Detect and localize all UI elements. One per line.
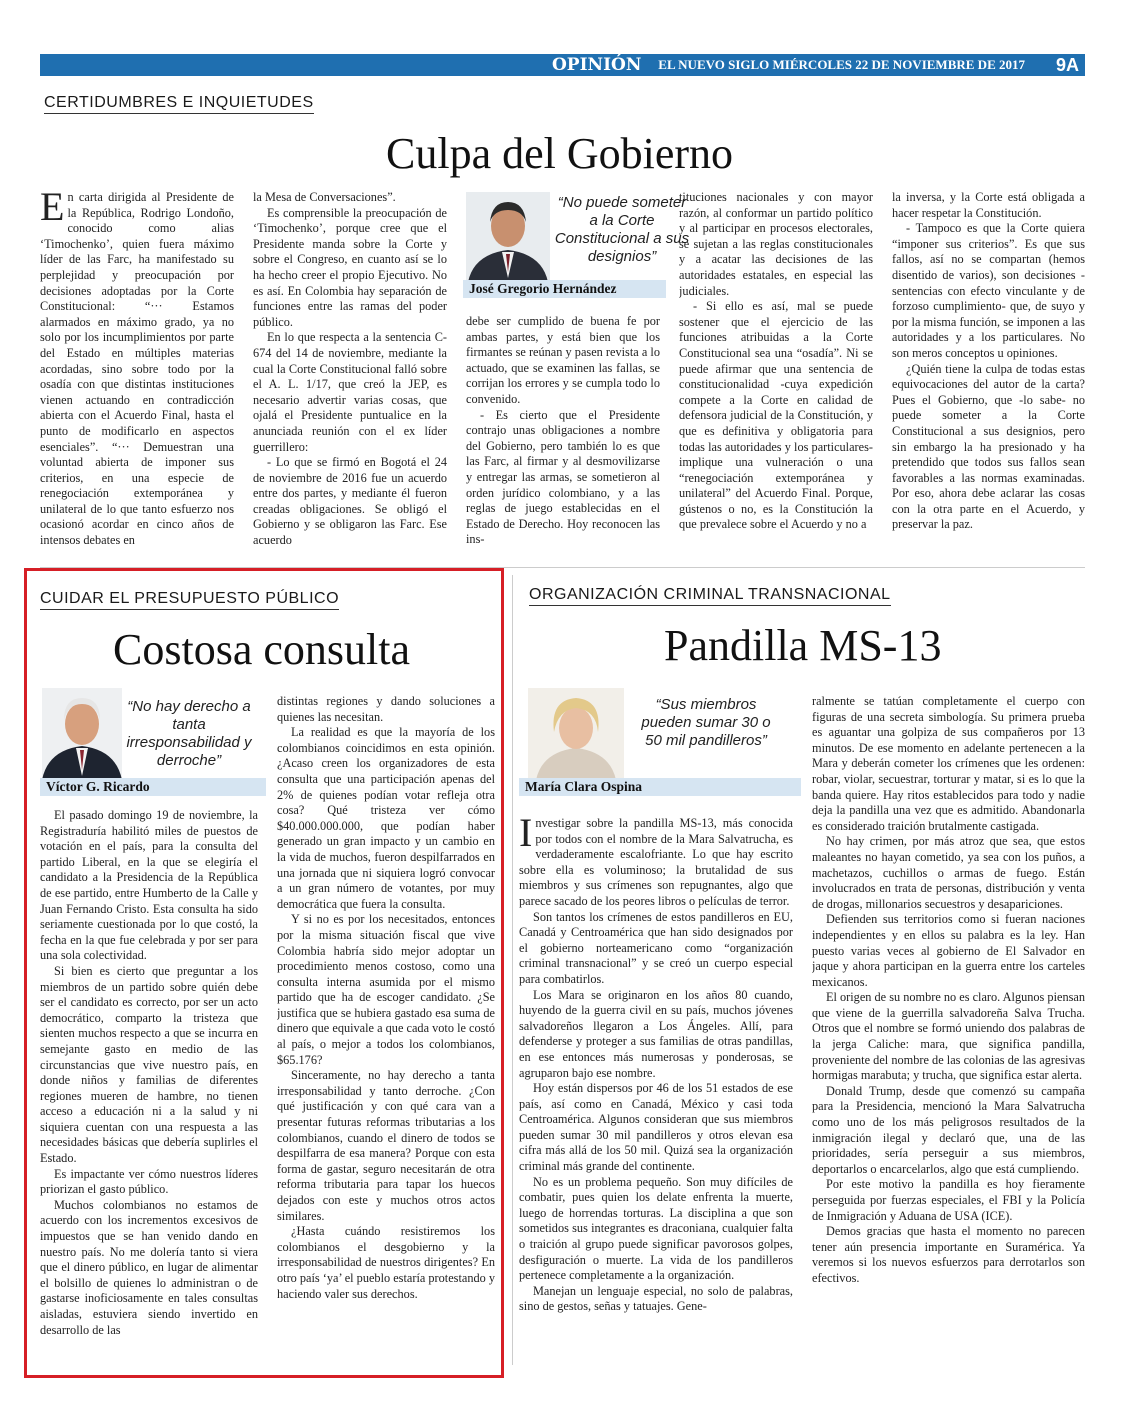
article1-paragraph: la Mesa de Conversaciones”. <box>253 190 396 204</box>
article1-paragraph: ¿Quién tiene la culpa de todas estas equivocaciones del autor de la carta? Pues el Gobierno, que -lo sabe- no puede someter a la Corte Constitucional a sus designios, pero sin embargo la ha presionado y ha pretendido que todos sus fallos sean favorables a las normas examinadas. Por eso, ahora debe aclarar las cosas con la otra parte en el Acuerdo, y preservar la paz. <box>892 361 1085 532</box>
author-name: Víctor G. Ricardo <box>40 778 266 796</box>
article2-headline: Costosa consulta <box>113 625 410 674</box>
article3-paragraph: No es un problema pequeño. Son muy difíciles de combatir, pues quien los delate enfrenta la muerte, luego de horrendas torturas. La disciplina a que son sometidos sus integrantes es draconiana, cualquier falta o traición al grupo puede significar pavorosos golpes, desfiguración o muerte. La vida de los pandilleros pertenece completamente a la organización. <box>519 1174 793 1283</box>
author-portrait-icon <box>528 688 624 780</box>
article2-kicker: CUIDAR EL PRESUPUESTO PÚBLICO <box>40 590 339 610</box>
author-portrait-icon <box>466 192 550 282</box>
article3-paragraph: Defienden sus territorios como si fueran naciones independientes y en ellos su palabra es la ley. Han puesto varias veces al gobierno de El Salvador en jaque y ahora participan en la guerra entre los carteles mexicanos. <box>812 912 1085 989</box>
edition-date: EL NUEVO SIGLO MIÉRCOLES 22 DE NOVIEMBRE DE 2017 <box>658 57 1025 72</box>
article2-paragraph: Sinceramente, no hay derecho a tanta irresponsabilidad y tanto derroche. ¿Con qué justificación y con qué cara van a presentar futuras reformas tributarias a los colombianos, cuando el dinero de todos se despilfarra de esa manera? Porque con esta forma de gastar, seguro necesitarán de otra reforma tributaria para tapar los huecos dejados con este y muchos otros actos similares. <box>277 1068 495 1223</box>
pull-quote: “No puede someter a la Corte Constitucional a sus designios” <box>554 194 690 265</box>
article2-column-2 <box>277 694 495 1354</box>
section-header-bar <box>40 54 1085 76</box>
article3-paragraph: Los Mara se originaron en los años 80 cuando, huyendo de la guerra civil en su país, muchos jóvenes salvadoreños llegaron a Los Ángeles. Allí, para defenderse y proteger a sus familias de otras pandillas, en ese entonces más numerosas y ponderosas, se agruparon bajo ese nombre. <box>519 987 793 1080</box>
article1-column-4 <box>679 190 873 550</box>
article2-column-1 <box>40 808 258 1353</box>
article1-kicker: CERTIDUMBRES E INQUIETUDES <box>44 94 314 114</box>
article1-paragraph: la inversa, y la Corte está obligada a hacer respetar la Constitución. <box>892 190 1085 220</box>
pull-quote: “No hay derecho a tanta irresponsabilidad y derroche” <box>126 698 252 769</box>
author-photo <box>42 688 122 780</box>
article3-text: nvestigar sobre la pandilla MS-13, más conocida por todos con el nombre de la Mara Salvatrucha, es verdaderamente escalofriante. Lo que hay escrito sobre ella es voluminoso; la brutalidad de sus miembros y sus crímenes son repugnantes, algo que parece sacado de los peores libros o películas de terror. <box>519 816 793 908</box>
dropcap: E <box>40 190 65 229</box>
article1-paragraph: - Lo que se firmó en Bogotá el 24 de noviembre de 2016 fue un acuerdo entre dos partes, y mediante él fueron creadas obligaciones. Se obligó el Gobierno y se obligaron las Farc. Ese acuerdo <box>253 455 447 548</box>
pull-quote: “Sus miembros pueden sumar 30 o 50 mil pandilleros” <box>641 696 771 749</box>
article3-headline: Pandilla MS-13 <box>664 621 942 670</box>
article1-paragraph: - Si ello es así, mal se puede sostener que el ejercicio de las funciones atribuidas a la Corte Constitucional sea una “osadía”. Ni se puede afirmar que una sentencia de constitucionalidad -cuya expedición compete a la Corte en calidad de defensora judicial de la Constitución, y que es definitiva y obligatoria para todas las autoridades y los particulares- implique una vulneración o una “renegociación extemporánea y unilateral” del Acuerdo Final. Porque, gústenos o no, es la Constitución la que prevalece sobre el Acuerdo y no a <box>679 299 873 532</box>
column-divider <box>512 575 513 1365</box>
article3-column-2 <box>812 694 1085 1354</box>
article2-paragraph: Muchos colombianos no estamos de acuerdo con los incrementos excesivos de impuestos que se han venido dando en nuestro país. No me dolería tanto si viera que el dinero público, en lugar de alimentar el bolsillo de quienes lo administran o de gastarse inoficiosamente en tales consultas aisladas, estuviera siendo invertido en desarrollo de las <box>40 1197 258 1337</box>
article3-paragraph: Hoy están dispersos por 46 de los 51 estados de ese país, así como en Canadá, México y casi toda Centroamérica. Algunos consideran que sus miembros pueden sumar 30 mil pandilleros y otros elevan esa cifra más allá de los 50 mil. Quizá sea la organización criminal más grande del continente. <box>519 1081 793 1174</box>
article3-paragraph: Demos gracias que hasta el momento no parecen tener aún presencia importante en Suramérica. Ya veremos si los nuevos esfuerzos para derrotarlos son efectivos. <box>812 1224 1085 1285</box>
article3-paragraph: El origen de su nombre no es claro. Algunos piensan que viene de la guerrilla salvadoreña Salva Trucha. Otros que el nombre se formó uniendo dos palabras de la jerga Caliche: mara, que significa pandilla, proveniente del nombre de las colonias de las agresivas hormigas marabuta; y trucha, que significa estar alerta. <box>812 990 1085 1083</box>
page-number: 9A <box>1055 55 1079 75</box>
article3-paragraph: Manejan un lenguaje especial, no solo de palabras, sino de gestos, señas y tatuajes. Gene- <box>519 1283 793 1314</box>
article3-paragraph: Por este motivo la pandilla es hoy fieramente perseguida por fuerzas especiales, el FBI y la Policía de Inmigración y Aduana de USA (ICE). <box>812 1177 1085 1223</box>
article2-paragraph: distintas regiones y dando soluciones a quienes las necesitan. <box>277 694 495 724</box>
article2-paragraph: Si bien es cierto que preguntar a los miembros de un partido sobre quién debe ser el candidato es correcto, por ser un acto democrático, comparto la tristeza que sienten muchos respecto a que se incurra en semejante gasto en medio de las circunstancias que vive nuestro país, en donde niños y familias de diferentes regiones mueren de hambre, no tienen acceso a educación ni a la salud y ni siquiera cuentan con una respuesta a las necesidades básicas que debería suplirles el Estado. <box>40 963 258 1166</box>
article2-paragraph: ¿Hasta cuándo resistiremos los colombianos el desgobierno y la irresponsabilidad de nuestros dirigentes? En otro país ‘ya’ el pueblo estaría protestando y haciendo valer sus derechos. <box>277 1224 495 1301</box>
article2-paragraph: El pasado domingo 19 de noviembre, la Registraduría habilitó miles de puestos de votación en el país, para la consulta del partido Liberal, en la que se elegiría el candidato a la Presidencia de la República de ese partido, entre Humberto de la Calle y Juan Fernando Cristo. Esta consulta ha sido seriamente cuestionada por lo que costó, la fecha en la que fue celebrada y por ser para una sola colectividad. <box>40 808 258 963</box>
author-photo <box>466 192 550 282</box>
article1-paragraph: Es comprensible la preocupación de ‘Timochenko’, porque cree que el Presidente manda sobre la Corte y sobre el Congreso, en cuanto así se lo ha hecho creer el propio Ejecutivo. No es así. En Colombia hay separación de funciones entre las ramas del poder público. <box>253 205 447 329</box>
article1-headline: Culpa del Gobierno <box>386 129 734 178</box>
article1-column-3 <box>466 314 660 550</box>
article1-paragraph: debe ser cumplido de buena fe por ambas partes, y está bien que los firmantes se reúnan y pasen revista a lo actuado, que se examinen las fallas, se corrijan los errores y se cumpla todo lo convenido. <box>466 314 660 406</box>
article1-text: n carta dirigida al Presidente de la República, Rodrigo Londoño, conocido como alias ‘Timochenko’, quien fuera máximo líder de las Farc, ha manifestado su perplejidad y preocupación por decisiones adoptadas por la Corte Constitucional: “··· Estamos alarmados en máximo grado, ya no solo por los incumplimientos por parte del Estado en múltiples materias acordadas, sino sobre todo por la osadía con que distintas instituciones vienen actuando en contradicción abierta con el Acuerdo Final, hasta el punto de modificarlo en aspectos esenciales”. “··· Demuestran una voluntad abierta de imponer sus criterios, en una especie de renegociación extemporánea y unilateral de lo que tanto esfuerzo nos ocasionó acordar en cinco años de intensos debates en <box>40 190 234 548</box>
author-photo <box>528 688 624 780</box>
article3-paragraph: Son tantos los crímenes de estos pandilleros en EU, Canadá y Centroamérica que han sido designados por el gobierno norteamericano como “organización criminal transnacional” y se creó un cuerpo especial para combatirlos. <box>519 909 793 986</box>
article1-column-5 <box>892 190 1085 550</box>
article1-column-1 <box>40 190 234 550</box>
dropcap: I <box>519 816 533 855</box>
article3-kicker: ORGANIZACIÓN CRIMINAL TRANSNACIONAL <box>529 586 891 606</box>
article1-column-2 <box>253 190 447 550</box>
article1-paragraph: En lo que respecta a la sentencia C-674 del 14 de noviembre, mediante la cual la Corte Constitucional falló sobre el A. L. 1/17, que creó la JEP, es necesario advertir varias cosas, que ojalá el Presidente puntualice en la anunciada reunión con el ex líder guerrillero: <box>253 330 447 454</box>
article2-paragraph: Y si no es por los necesitados, entonces por la misma situación fiscal que vive Colombia habría sido mejor adoptar un procedimiento menos costoso, como una consulta interna asumida por el mismo partido que ha de escoger candidato. ¿Se justifica que se hubiera gastado esa suma de dinero que equivale a que cada voto le costó al país, o mejor a todos los colombianos, $65.176? <box>277 912 495 1067</box>
article3-paragraph: No hay crimen, por más atroz que sea, que estos maleantes no hayan cometido, ya sea con los puños, a machetazos, cuchillos o armas de fuego. Están involucrados en trata de personas, distribución y venta de drogas, millonarios secuestros y desapariciones. <box>812 834 1085 911</box>
article3-paragraph: Donald Trump, desde que comenzó su campaña para la Presidencia, mencionó la Mara Salvatrucha como uno de los más peligrosos resultados de la inmigración ilegal y declaró que, una de las prioridades, sería perseguir a sus miembros, deportarlos o encarcelarlos, algo que está cumpliendo. <box>812 1083 1085 1176</box>
section-name: OPINIÓN <box>552 55 642 75</box>
article1-paragraph: tituciones nacionales y con mayor razón, al conformar un partido político y al participar en procesos electorales, se sujetan a las reglas constitucionales y a acatar las decisiones de las autoridades estatales, en especial las judiciales. <box>679 190 873 298</box>
article3-column-1 <box>519 816 793 1346</box>
article1-paragraph: - Es cierto que el Presidente contrajo unas obligaciones a nombre del Gobierno, pero también lo es que las Farc, al firmar y al desmovilizarse y entregar las armas, se sometieron al orden jurídico colombiano, y a las reglas de juego establecidas en el Estado de Derecho. Hoy reconocen las ins- <box>466 407 660 547</box>
article1-paragraph: - Tampoco es que la Corte quiera “imponer sus criterios”. Es que sus fallos, así no se compartan (hemos disentido de varios), son decisiones -sentencias con efecto vinculante y de forzoso cumplimiento- que, de suyo y por la misma función, se imponen a las autoridades y a los particulares. No son meros conceptos u opiniones. <box>892 221 1085 360</box>
author-name: José Gregorio Hernández <box>463 280 666 298</box>
author-name: María Clara Ospina <box>519 778 801 796</box>
article3-paragraph: ralmente se tatúan completamente el cuerpo con figuras de una secreta simbología. Su primera prueba es aguantar una golpiza de sus compañeros por 13 minutos. De ese momento en adelante pertenecen a la Mara y deberán cometer los crímenes que les ordenen: robar, violar, secuestrar, torturar y matar, si es lo que la banda quiere. Hay ritos establecidos para todo y nadie deja la pandilla una vez que es admitido. Abandonarla es considerado traición brutalmente castigada. <box>812 694 1085 833</box>
article2-paragraph: La realidad es que la mayoría de los colombianos coincidimos en esta opinión. ¿Acaso creen los organizadores de esta consulta que una participación apenas del 2% de quienes podían votar refleja otra cosa? Qué tristeza ver cómo $40.000.000.000, que podían haber generado un gran impacto y un cambio en la vida de muchos, fueron despilfarrados en una jornada que ni siquiera logró convocar a un gran número de votantes, por muy democrática que fuera la consulta. <box>277 725 495 911</box>
article2-paragraph: Es impactante ver cómo nuestros líderes priorizan el gasto público. <box>40 1166 258 1197</box>
author-portrait-icon <box>42 688 122 780</box>
